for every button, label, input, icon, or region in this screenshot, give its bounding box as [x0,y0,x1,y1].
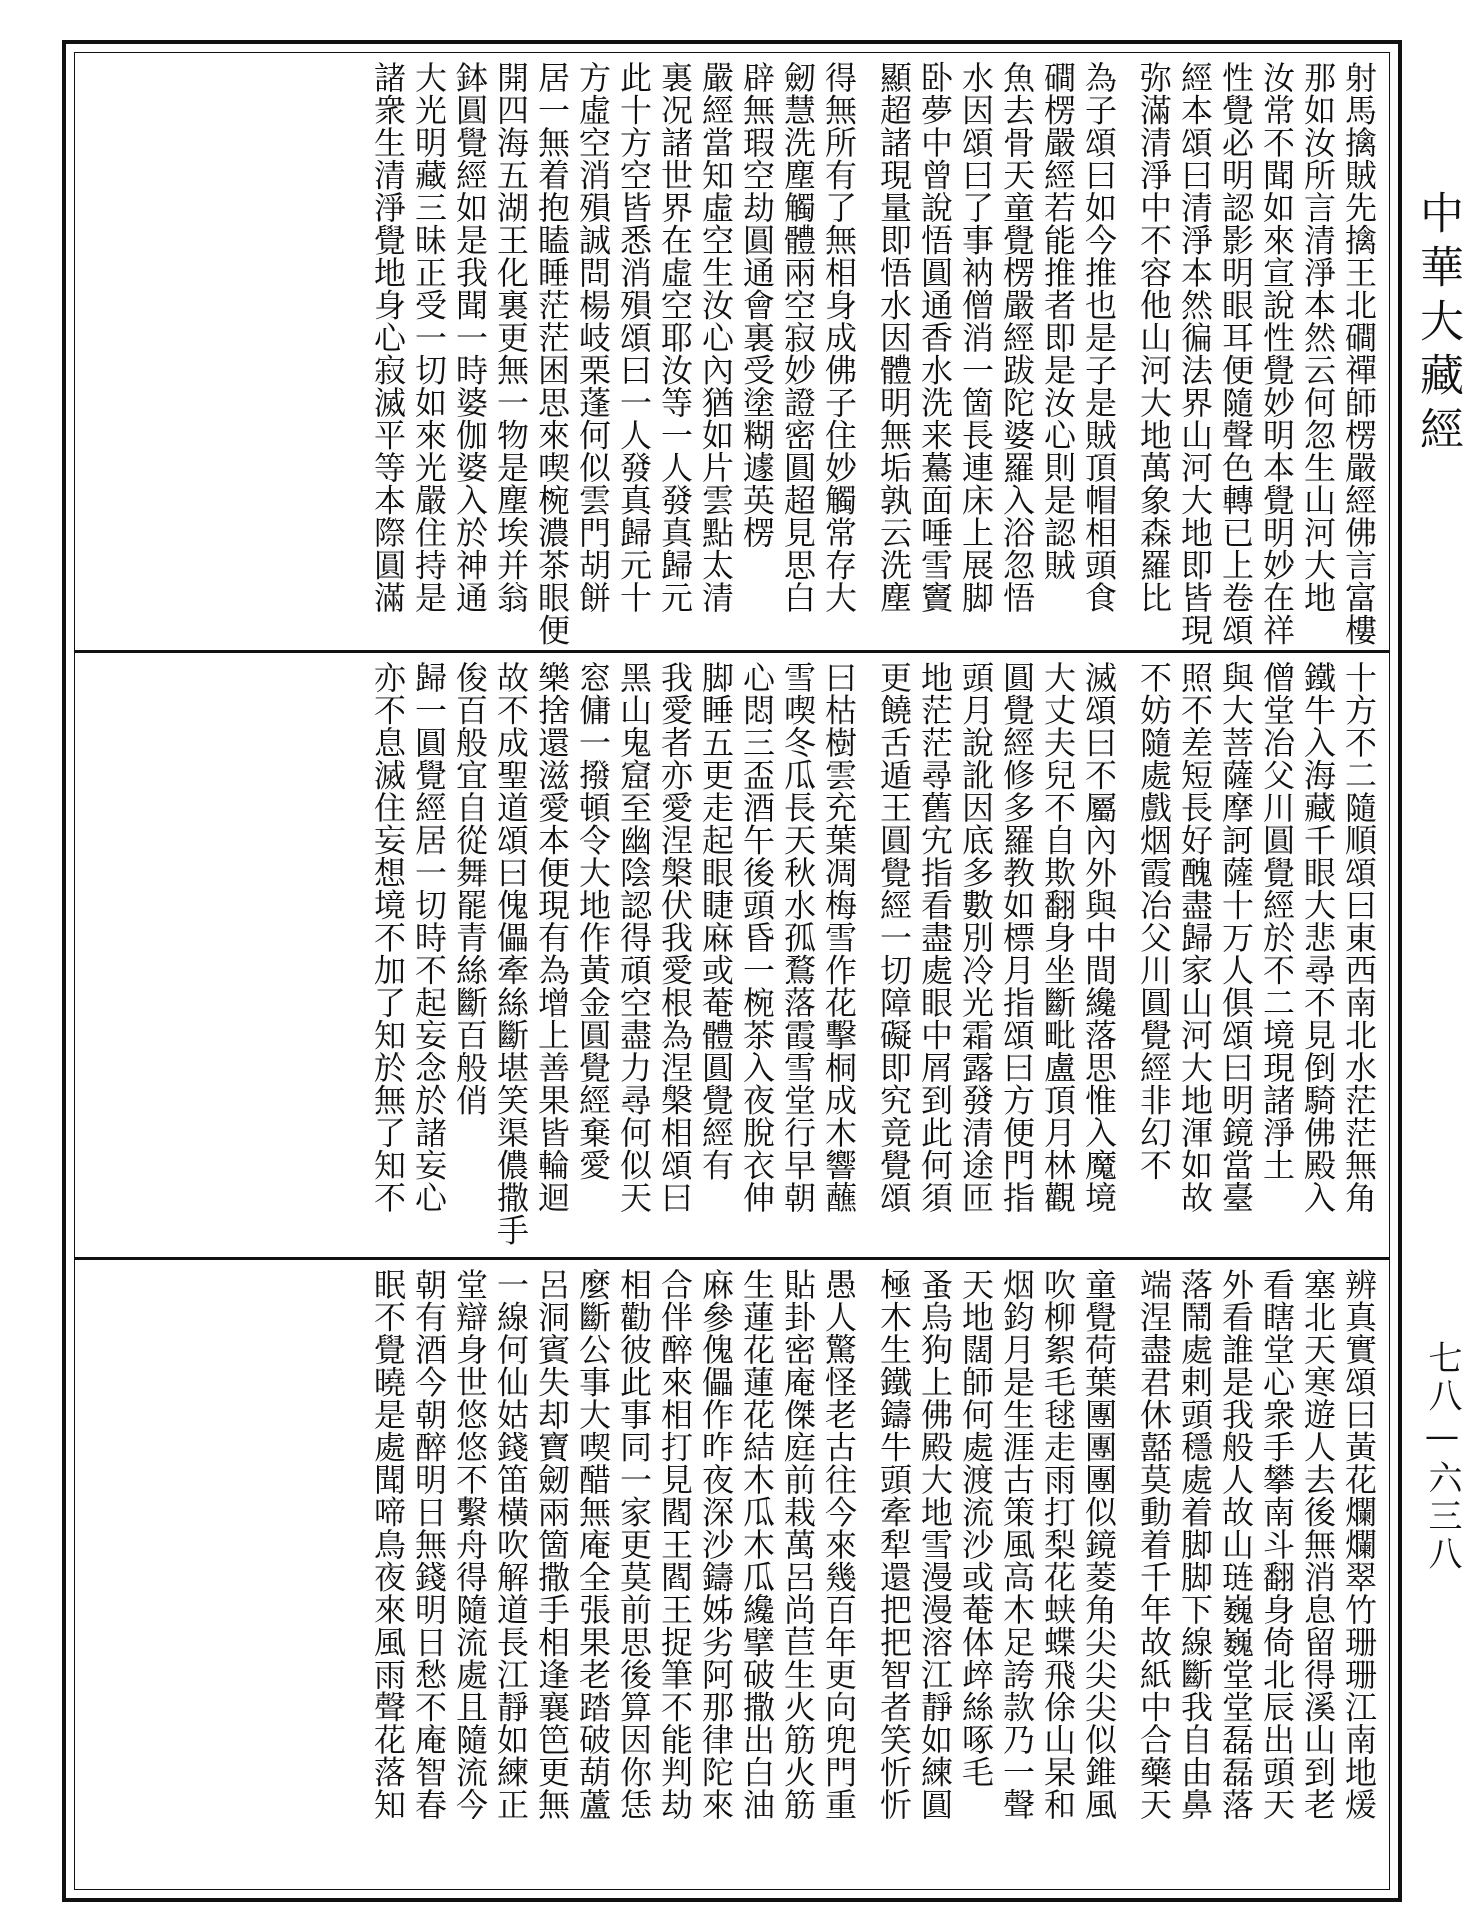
text-column: 麻參傀儡作昨夜深沙鑄姊劣阿那律陀來 [697,1268,735,1821]
text-column: 一線何仙姑錢笛橫吹解道長江靜如練正 [492,1268,530,1821]
text-column: 方虛空消殞誠問楊岐栗蓬何似雲門胡餅 [574,61,612,614]
text-column: 亦不息滅住妄想境不加了知於無了知不 [369,661,407,1214]
text-column: 十方不二隨順頌曰東西南北水茫茫無角 [1340,661,1378,1214]
collection-title: 中華大藏經 [1412,190,1463,460]
text-column: 地茫茫尋舊宄指看盡處眼中屑到此何須 [916,661,954,1214]
text-column: 吹柳絮毛毬走雨打梨花蛱蝶飛俆山杲和 [1039,1268,1077,1821]
text-column: 堂辯身世悠悠不繫舟得隨流處且隨流今 [451,1268,489,1821]
text-column: 性覺必明認影明眼耳便隨聲色轉已上卷頌 [1217,61,1255,646]
text-band-top [75,53,1389,650]
inner-frame [74,52,1390,1890]
text-column: 得無所有了無相身成佛子住妙觸常存大 [820,61,858,614]
text-column: 那如汝所言清淨本然云何忽生山河大地 [1299,61,1337,614]
text-column: 顯超諸現量即悟水因體明無垢孰云洗塵 [875,61,913,614]
text-column: 磵楞嚴經若能推者即是汝心則是認賊 [1039,61,1077,581]
text-column: 童覺荷葉團團團似鏡菱角尖尖尖似錐風 [1080,1268,1118,1821]
text-column: 窓傭一撥頓令大地作黃金圓覺經棄愛 [574,661,612,1181]
text-column: 落鬧處剌頭穩處着脚脚下線斷我自由鼻 [1176,1268,1214,1821]
text-column: 水因頌曰了事衲僧消一箇長連床上展脚 [957,61,995,614]
text-column: 頭月說訛因底多數別冷光霜露發清途匝 [957,661,995,1214]
text-column: 天地闊師何處渡流沙或菴体㱖絲啄毛 [957,1268,995,1788]
text-band-bottom [75,1257,1389,1887]
text-column: 辟無瑕空劫圓通會裏受塗糊遽英楞 [738,61,776,549]
text-column: 此十方空皆悉消殞頌曰一人發真歸元十 [615,61,653,614]
text-column: 照不差短長好醜盡歸家山河大地渾如故 [1176,661,1214,1214]
text-column: 麼斷公事大喫醋無庵全張果老踏破葫蘆 [574,1268,612,1821]
text-column: 朝有酒今朝醉明日無錢明日愁不庵智春 [410,1268,448,1821]
text-column: 俊百般宜自從舞罷青絲斷百般俏 [451,661,489,1116]
text-column: 看瞎堂心衆手攀南斗翻身倚北辰出頭天 [1258,1268,1296,1821]
text-column: 圓覺經修多羅教如標月指頌曰方便門指 [998,661,1036,1214]
text-column: 僧堂冶父川圓覺經於不二境現諸淨土 [1258,661,1296,1181]
text-column: 端涅盡君休嚭莫動着千年故紙中合藥天 [1135,1268,1173,1821]
text-band-middle [75,650,1389,1257]
text-column: 汝常不聞如來宣說性覺妙明本覺明妙在祥 [1258,61,1296,646]
text-column: 眠不覺曉是處聞啼鳥夜來風雨聲花落知 [369,1268,407,1821]
text-column: 生蓮花蓮花結木瓜木瓜纔擘破撒出白油 [738,1268,776,1821]
text-column: 烟鈞月是生涯古策風高木足誇款乃一聲 [998,1268,1036,1821]
text-column: 魚去骨天童覺楞嚴經跋陀婆羅入浴忽悟 [998,61,1036,614]
text-column: 鉢圓覺經如是我聞一時婆伽婆入於神通 [451,61,489,614]
text-column: 劒慧洗塵觸體兩空寂妙證密圓超見思白 [779,61,817,614]
text-column: 故不成聖道頌曰傀儡牽絲斷堪笑渠儂撒手 [492,661,530,1246]
text-column: 不妨隨處戲烟霞冶父川圓覺經非幻不 [1135,661,1173,1181]
text-column: 心悶三盃酒午後頭昏一椀茶入夜脫衣伸 [738,661,776,1214]
text-column: 滅頌曰不屬內外與中間纔落思惟入魔境 [1080,661,1118,1214]
text-column: 嚴經當知虛空生汝心內猶如片雲點太清 [697,61,735,614]
text-column: 雪喫冬瓜長天秋水孤鶩落霞雪堂行早朝 [779,661,817,1214]
text-column: 呂洞賓失却寶劒兩箇撒手相逢襄笆更無 [533,1268,571,1821]
text-column: 與大菩薩摩訶薩十万人俱頌曰明鏡當臺 [1217,661,1255,1214]
text-column: 卧夢中曾說悟圓通香水洗来驀面唾雪竇 [916,61,954,614]
text-column: 射馬擒賊先擒王北磵禪師楞嚴經佛言富樓 [1340,61,1378,646]
text-column: 外看誰是我般人故山琏巍巍堂堂磊磊落 [1217,1268,1255,1821]
text-column: 鐵牛入海藏千眼大悲尋不見倒騎佛殿入 [1299,661,1337,1214]
text-column: 樂捨還滋愛本便現有為增上善果皆輪迴 [533,661,571,1214]
text-column: 相勸彼此事同一家更莫前思後算因你恁 [615,1268,653,1821]
text-column: 更饒舌遁王圓覺經一切障礙即究竟覺頌 [875,661,913,1214]
text-column: 蚤烏狗上佛殿大地雪漫漫溶江靜如練圓 [916,1268,954,1821]
text-column: 開四海五湖王化裏更無一物是塵埃并翁 [492,61,530,614]
text-column: 黑山鬼窟至幽陰認得頑空盡力尋何似天 [615,661,653,1214]
text-column: 居一無着抱瞌睡茫茫困思來喫椀濃茶眼便 [533,61,571,646]
text-column: 為子頌曰如今推也是子是賊頂帽相頭食 [1080,61,1118,614]
text-column: 貼卦密庵傑庭前栽萬呂尚苣生火筋火筋 [779,1268,817,1821]
text-column: 經本頌曰清淨本然徧法界山河大地即皆現 [1176,61,1214,646]
text-column: 辨真實頌曰黃花爛爛翠竹珊珊江南地煖 [1340,1268,1378,1821]
text-column: 脚睡五更走起眼睫麻或菴體圓覺經有 [697,661,735,1181]
text-column: 我愛者亦愛涅槃伏我愛根為涅槃相頌曰 [656,661,694,1214]
text-column: 大丈夫兒不自欺翻身坐斷毗盧頂月林觀 [1039,661,1077,1214]
text-column: 曰枯樹雲充葉凋梅雪作花擊桐成木響蘸 [820,661,858,1214]
text-column: 塞北天寒遊人去後無消息留得溪山到老 [1299,1268,1337,1821]
text-column: 歸一圓覺經居一切時不起妄念於諸妄心 [410,661,448,1214]
page-frame [62,40,1402,1902]
text-column: 合伴醉來相打見閻王閻王捉筆不能判劫 [656,1268,694,1821]
text-column: 弥滿清淨中不容他山河大地萬象森羅比 [1135,61,1173,614]
text-column: 諸衆生清淨覺地身心寂滅平等本際圓滿 [369,61,407,614]
text-column: 極木生鐵鑄牛頭牽犁還把把智者笑忻忻 [875,1268,913,1821]
page-number: 七八—六三八 [1422,1340,1462,1574]
text-column: 裏况諸世界在虛空耶汝等一人發真歸元 [656,61,694,614]
text-column: 愚人驚怪老古往今來幾百年更向兜門重 [820,1268,858,1821]
text-column: 大光明藏三昧正受一切如來光嚴住持是 [410,61,448,614]
